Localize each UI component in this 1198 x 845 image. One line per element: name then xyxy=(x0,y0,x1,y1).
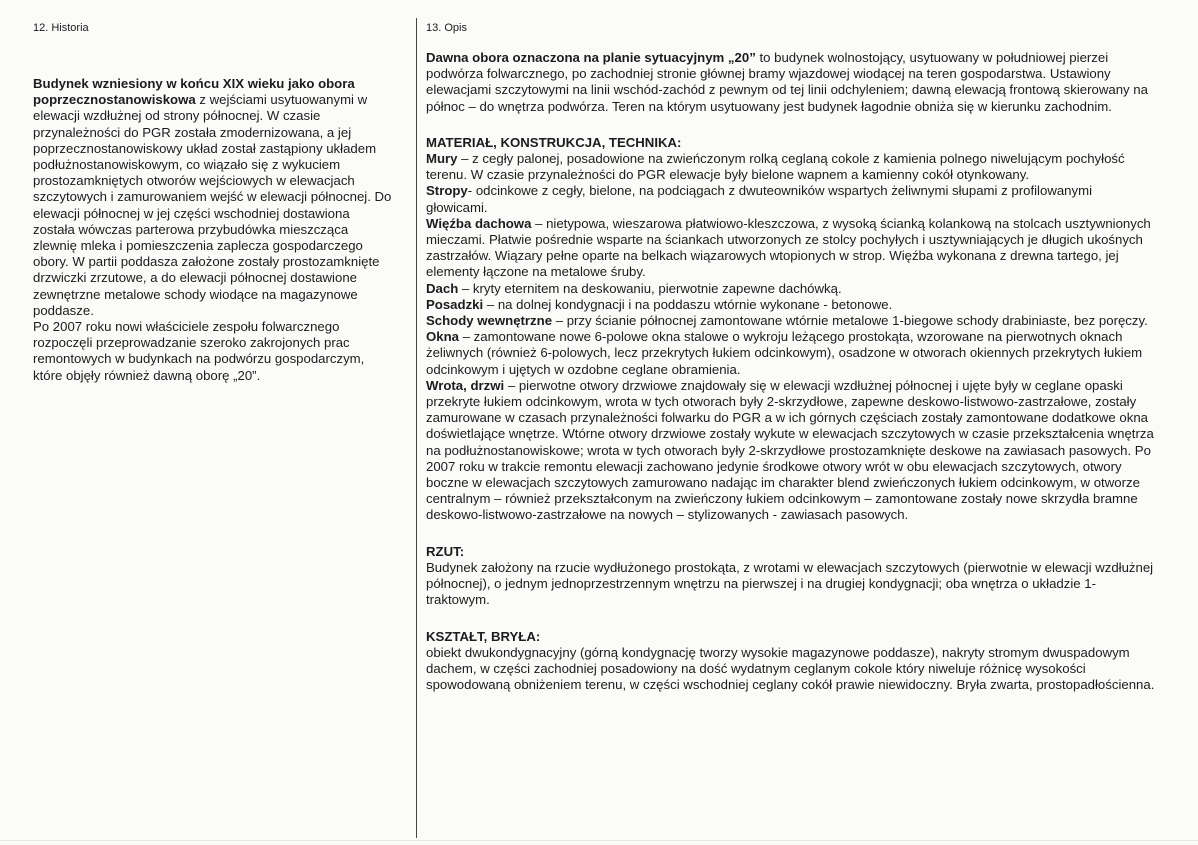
section-label-description: 13. Opis xyxy=(426,22,467,34)
item-okna xyxy=(426,329,1156,378)
item-text: – przy ścianie północnej zamontowane wtórnie metalowe 1-biegowe schody drabiniaste, bez poręczy. xyxy=(552,313,1148,329)
ksztalt-heading: KSZTAŁT, BRYŁA: xyxy=(426,628,541,644)
column-divider xyxy=(416,18,417,838)
history-paragraph-1 xyxy=(33,76,393,319)
item-term: Schody wewnętrzne xyxy=(426,313,553,329)
item-text: – z cegły palonej, posadowione na zwieńczonym rolką ceglaną cokole z kamienia polnego niwelującym pochyłość terenu. W czasie przynależności do PGR elewacje były bielone wapnem a kamienny cokół otynkowany. xyxy=(426,151,1125,183)
item-wrota xyxy=(426,378,1156,524)
rzut-heading: RZUT: xyxy=(426,543,465,559)
item-wiezba xyxy=(426,216,1156,281)
intro-bold: Dawna obora oznaczona na planie sytuacyjnym „20” xyxy=(426,50,756,65)
item-schody xyxy=(426,313,1156,329)
intro-paragraph xyxy=(426,50,1156,115)
section-label-history: 12. Historia xyxy=(33,22,89,34)
history-paragraph-1-text: z wejściami usytuowanymi w elewacji wzdłużnej od strony północnej. W czasie przynależności do PGR została zmodernizowana, a jej poprzecznostanowiskowy układ został zastąpiony układem podłużnostanowiskowym, co wiązało się z wykuciem prostozamkniętych otworów wejściowych w elewacjach szczytowych i zamurowaniem wejść w elewacji północnej. Do elewacji północnej w jej części wschodniej dostawiona została wówczas parterowa przybudówka mieszcząca zlewnię mleka i pomieszczenia zaplecza gospodarczego obory. W partii poddasza założone zostały prostozamknięte drzwiczki zrzutowe, a do elewacji północnej dostawione zewnętrzne metalowe schody wiodące na magazynowe poddasze. xyxy=(33,92,392,318)
history-paragraph-2: Po 2007 roku nowi właściciele zespołu folwarcznego rozpoczęli przeprowadzanie szeroko zakrojonych prac remontowych w budynkach na podwórzu gospodarczym, które objęły również dawną oborę „20”. xyxy=(33,319,365,383)
history-body xyxy=(33,76,393,384)
description-intro xyxy=(426,50,1156,115)
description-column xyxy=(426,22,1156,693)
history-lead-bold: Budynek wzniesiony w końcu XIX wieku jako obora poprzecznostanowiskowa xyxy=(33,76,355,108)
item-text: – kryty eternitem na deskowaniu, pierwotnie zapewne dachówką. xyxy=(458,280,842,296)
item-term: Dach xyxy=(426,280,459,296)
item-text: – pierwotne otwory drzwiowe znajdowały się w elewacji wzdłużnej północnej i ujęte były w ceglane opaski przekryte łukiem odcinkowym, wrota w tych otworach były 2-skrzydłowe, zapewne deskowo-listwowo-zastrzałowe, zostały zamurowane w czasach przynależności folwarku do PGR a w ich górnych częściach zostały zamontowane dodatkowe okna doświetlające wnętrze. Wtórne otwory drzwiowe zostały wykute w elewacjach szczytowych w czasie przekształcenia wnętrza na podłużnostanowiskowe; wrota w tych otworach były 2-skrzydłowe prostozamknięte deskowe na zawiasach pasowych. Po 2007 roku w trakcie remontu elewacji zachowano jedynie środkowe otwory wrót w obu elewacjach szczytowych, otwory boczne w elewacjach szczytowych zamurowano nadając im charakter blend zwieńczonych łukiem odcinkowym, w otworze centralnym – również przekształconym na zwieńczony łukiem odcinkowym – zamontowane zostały nowe skrzydła bramne deskowo-listwowo-zastrzałowe na nowych – stylizowanych - zawiasach pasowych. xyxy=(426,377,1154,523)
item-stropy xyxy=(426,183,1156,215)
item-text: – na dolnej kondygnacji i na poddaszu wtórnie wykonane - betonowe. xyxy=(483,296,893,312)
item-term: Okna xyxy=(426,329,459,345)
item-term: Mury xyxy=(426,151,458,167)
item-posadzki xyxy=(426,297,1156,313)
history-column xyxy=(33,22,393,384)
ksztalt-paragraph: obiekt dwukondygnacyjny (górną kondygnację tworzy wysokie magazynowe poddasze), nakryty stromym dwuspadowym dachem, w części zachodniej posadowiony na dość wydatnym ceglanym cokole który niweluje różnicę wysokości spowodowaną obniżeniem terenu, w części wschodniej ceglany cokół prawie niewidoczny. Bryła zwarta, prostopadłościenna. xyxy=(426,644,1155,693)
item-mury xyxy=(426,151,1156,183)
item-term: Więźba dachowa xyxy=(426,215,532,231)
item-text: – nietypowa, wieszarowa płatwiowo-kleszczowa, z wysoką ścianką kolankową na stolcach usztywnionych mieczami. Płatwie pośrednie wsparte na ściankach utworzonych ze stolcy pochyłych i usztywniających je długich ukośnych zastrzałów. Wiązary pełne oparte na belkach wiązarowych wtopionych w strop. Więźba wykonana z drewna tartego, jej elementy łączone na metalowe śruby. xyxy=(426,215,1151,280)
item-term: Wrota, drzwi xyxy=(426,377,505,393)
item-dach xyxy=(426,281,1156,297)
intro-text: to budynek wolnostojący, usytuowany w południowej pierzei podwórza folwarcznego, po zachodniej stronie głównej bramy wjazdowej wiodącej na teren gospodarstwa. Ustawiony elewacjami szczytowymi na linii wschód-zachód z pewnym od tej linii odchyleniem; dawną elewacją frontową skierowany na północ – do wnętrza podwórza. Teren na którym usytuowany jest budynek łagodnie obniża się w kierunku zachodnim. xyxy=(426,50,1148,114)
item-text: - odcinkowe z cegły, bielone, na podciągach z dwuteowników wspartych żeliwnymi słupami z profilowanymi głowicami. xyxy=(426,183,1093,215)
scan-edge-line xyxy=(0,840,1198,841)
item-text: – zamontowane nowe 6-polowe okna stalowe o wykroju leżącego prostokąta, wzorowane na pierwotnych oknach żeliwnych (również 6-polowych, lecz przekrytych łukiem odcinkowym), osadzone w otworach okiennych przekrytych łukiem odcinkowym i ujętych w ozdobne ceglane obramienia. xyxy=(426,329,1143,377)
item-term: Posadzki xyxy=(426,296,484,312)
material-heading: MATERIAŁ, KONSTRUKCJA, TECHNIKA: xyxy=(426,134,682,150)
rzut-paragraph: Budynek założony na rzucie wydłużonego prostokąta, z wrotami w elewacjach szczytowych (pierwotnie w elewacji wzdłużnej północnej), o jednym jednoprzestrzennym wnętrzu na pierwszej i na drugiej kondygnacji; oba wnętrza o układzie 1-traktowym. xyxy=(426,559,1154,608)
item-term: Stropy xyxy=(426,183,468,199)
